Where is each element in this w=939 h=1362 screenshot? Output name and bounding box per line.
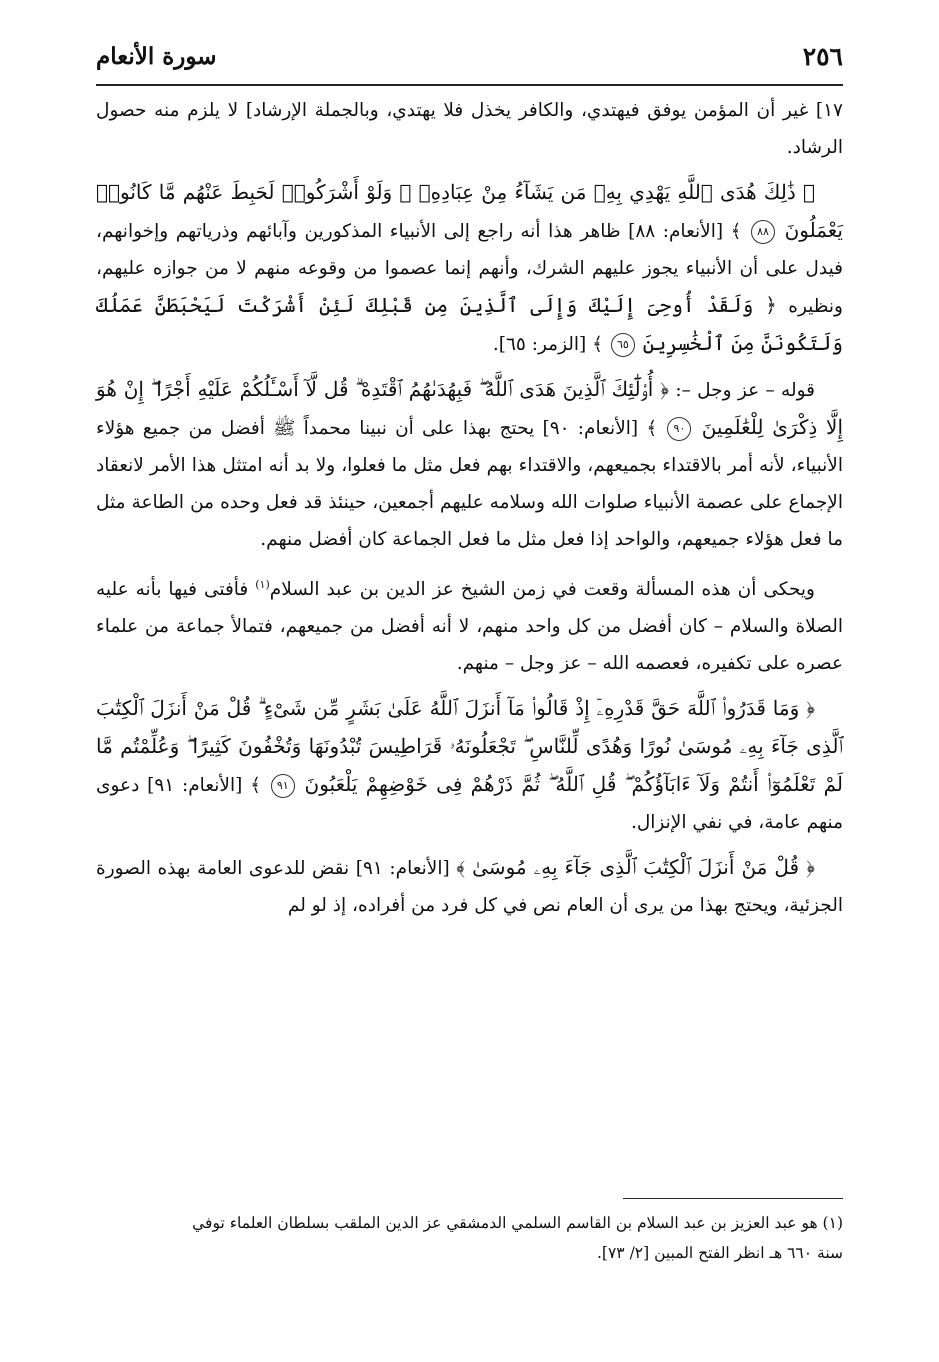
footnote xyxy=(96,1208,843,1268)
verse-reference: ﴾ [الزمر: ٦٥]. xyxy=(492,334,603,355)
page-number: ٢٥٦ xyxy=(802,41,843,71)
paragraph-3 xyxy=(96,371,843,558)
paragraph-4 xyxy=(96,566,843,682)
paragraph-text: فأفتى فيها بأنه عليه الصلاة والسلام – كان أفضل من كل واحد منهم، لا أنه أفضل من جميعهم، فتمالأ جماعة من علماء عصره على تكفيره، فعصمه الله – عز وجل – منهم. xyxy=(96,579,843,675)
paragraph-5 xyxy=(96,690,843,841)
quran-verse: ﴿ وَلَقَدْ أُوحِىَ إِلَيْكَ وَإِلَى ٱلَّذِينَ مِن قَبْلِكَ لَئِنْ أَشْرَكْتَ لَيَحْبَطَنَّ عَمَلُكَ وَلَتَكُونَنَّ مِنَ ٱلْخَٰسِرِينَ xyxy=(96,293,843,355)
quran-verse: ﴿ أُو۟لَٰٓئِكَ ٱلَّذِينَ هَدَى ٱللَّهُ ۖ فَبِهُدَىٰهُمُ ٱقْتَدِهْ ۗ قُل لَّآ أَسْـَٔلُكُمْ عَلَيْهِ أَجْرًا ۖ إِنْ هُوَ إِلَّا ذِكْرَىٰ لِلْعَٰلَمِينَ xyxy=(96,377,843,439)
paragraph-text: ﴾ [الأنعام: ٨٨] ظاهر هذا أنه راجع إلى الأنبياء المذكورين وآبائهم وذرياتهم وإخوانهم، فيدل على أن الأنبياء يجوز عليهم الشرك، وأنهم إنما عصموا من وقوعه منهم لا من جوازه عليهم، ونظيره xyxy=(96,221,843,317)
paragraph-6 xyxy=(96,849,843,924)
quran-verse: ﴿ وَمَا قَدَرُوا۟ ٱللَّهَ حَقَّ قَدْرِهِۦٓ إِذْ قَالُوا۟ مَآ أَنزَلَ ٱللَّهُ عَلَىٰ بَشَرٍ مِّن شَىْءٍ ۗ قُلْ مَنْ أَنزَلَ ٱلْكِتَٰبَ ٱلَّذِى جَآءَ بِهِۦ مُوسَىٰ نُورًا وَهُدًى لِّلنَّاسِ ۖ تَجْعَلُونَهُۥ قَرَاطِيسَ تُبْدُونَهَا وَتُخْفُونَ كَثِيرًا ۖ وَعُلِّمْتُم مَّا لَمْ تَعْلَمُوٓا۟ أَنتُمْ وَلَآ ءَابَآؤُكُمْ ۖ قُلِ ٱللَّهُ ۖ ثُمَّ ذَرْهُمْ فِى خَوْضِهِمْ يَلْعَبُونَ xyxy=(96,696,843,797)
paragraph-2 xyxy=(96,174,843,363)
paragraph-1 xyxy=(96,92,843,166)
paragraph-text: ويحكى أن هذه المسألة وقعت في زمن الشيخ عز الدين بن عبد السلام xyxy=(269,579,815,601)
quran-verse: ﴿ ذَٰلِكَ هُدَى ٱللَّهِ يَهْدِي بِهِۦ مَن يَشَآءُ مِنْ عِبَادِهِۦ ۚ وَلَوْ أَشْرَكُوا۟ لَحَبِطَ عَنْهُم مَّا كَانُوا۟ يَعْمَلُونَ xyxy=(96,180,843,242)
paragraph-text: ﴾ [الأنعام: ٩٠] يحتج بهذا على أن نبينا محمداً ﷺ أفضل من جميع هؤلاء الأنبياء، لأنه أمر بالاقتداء بجميعهم، والاقتداء بهم فعل مثل ما فعلوا، ولا بد أنه امتثل هذا الأمر لانعقاد الإجماع على عصمة الأنبياء صلوات الله وسلامه عليهم أجمعين، حينئذ قد فعل وحده من الطاعة مثل ما فعل هؤلاء جميعهم، والواحد إذا فعل مثل ما فعل الجماعة كان أفضل منهم. xyxy=(96,418,843,550)
paragraph-lead: قوله – عز وجل –: xyxy=(675,380,815,401)
paragraph-text: ١٧] غير أن المؤمن يوفق فيهتدي، والكافر يخذل فلا يهتدي، وبالجملة الإرشاد] لا يلزم منه حصول الرشاد. xyxy=(96,100,843,158)
footnote-marker[interactable]: (١) xyxy=(255,578,270,591)
header-divider xyxy=(96,84,843,86)
surah-title: سورة الأنعام xyxy=(96,42,217,70)
footnote-text: (١) هو عبد العزيز بن عبد السلام بن القاسم السلمي الدمشقي عز الدين الملقب بسلطان العلماء توفي xyxy=(192,1214,843,1232)
ayah-number-marker: ٩٠ xyxy=(667,417,691,441)
footnote-text-continued: سنة ٦٦٠ هـ انظر الفتح المبين [٢/ ٧٣]. xyxy=(597,1244,843,1262)
main-text xyxy=(96,92,843,932)
ayah-number-marker: ٩١ xyxy=(271,774,295,798)
quran-verse: ﴿ قُلْ مَنْ أَنزَلَ ٱلْكِتَٰبَ ٱلَّذِى جَآءَ بِهِۦ مُوسَىٰ ﴾ xyxy=(456,855,816,880)
footnote-divider xyxy=(623,1198,843,1199)
ayah-number-marker: ٦٥ xyxy=(611,333,635,357)
ayah-number-marker: ٨٨ xyxy=(751,220,775,244)
paragraph-text: [الأنعام: ٩١] نقض للدعوى العامة بهذه الصورة الجزئية، ويحتج بهذا من يرى أن العام نص في كل فرد من أفراده، إذ لو لم xyxy=(96,858,843,917)
paragraph-text: ﴾ [الأنعام: ٩١] دعوى منهم عامة، في نفي الإنزال. xyxy=(96,775,843,834)
page-header xyxy=(96,34,843,78)
